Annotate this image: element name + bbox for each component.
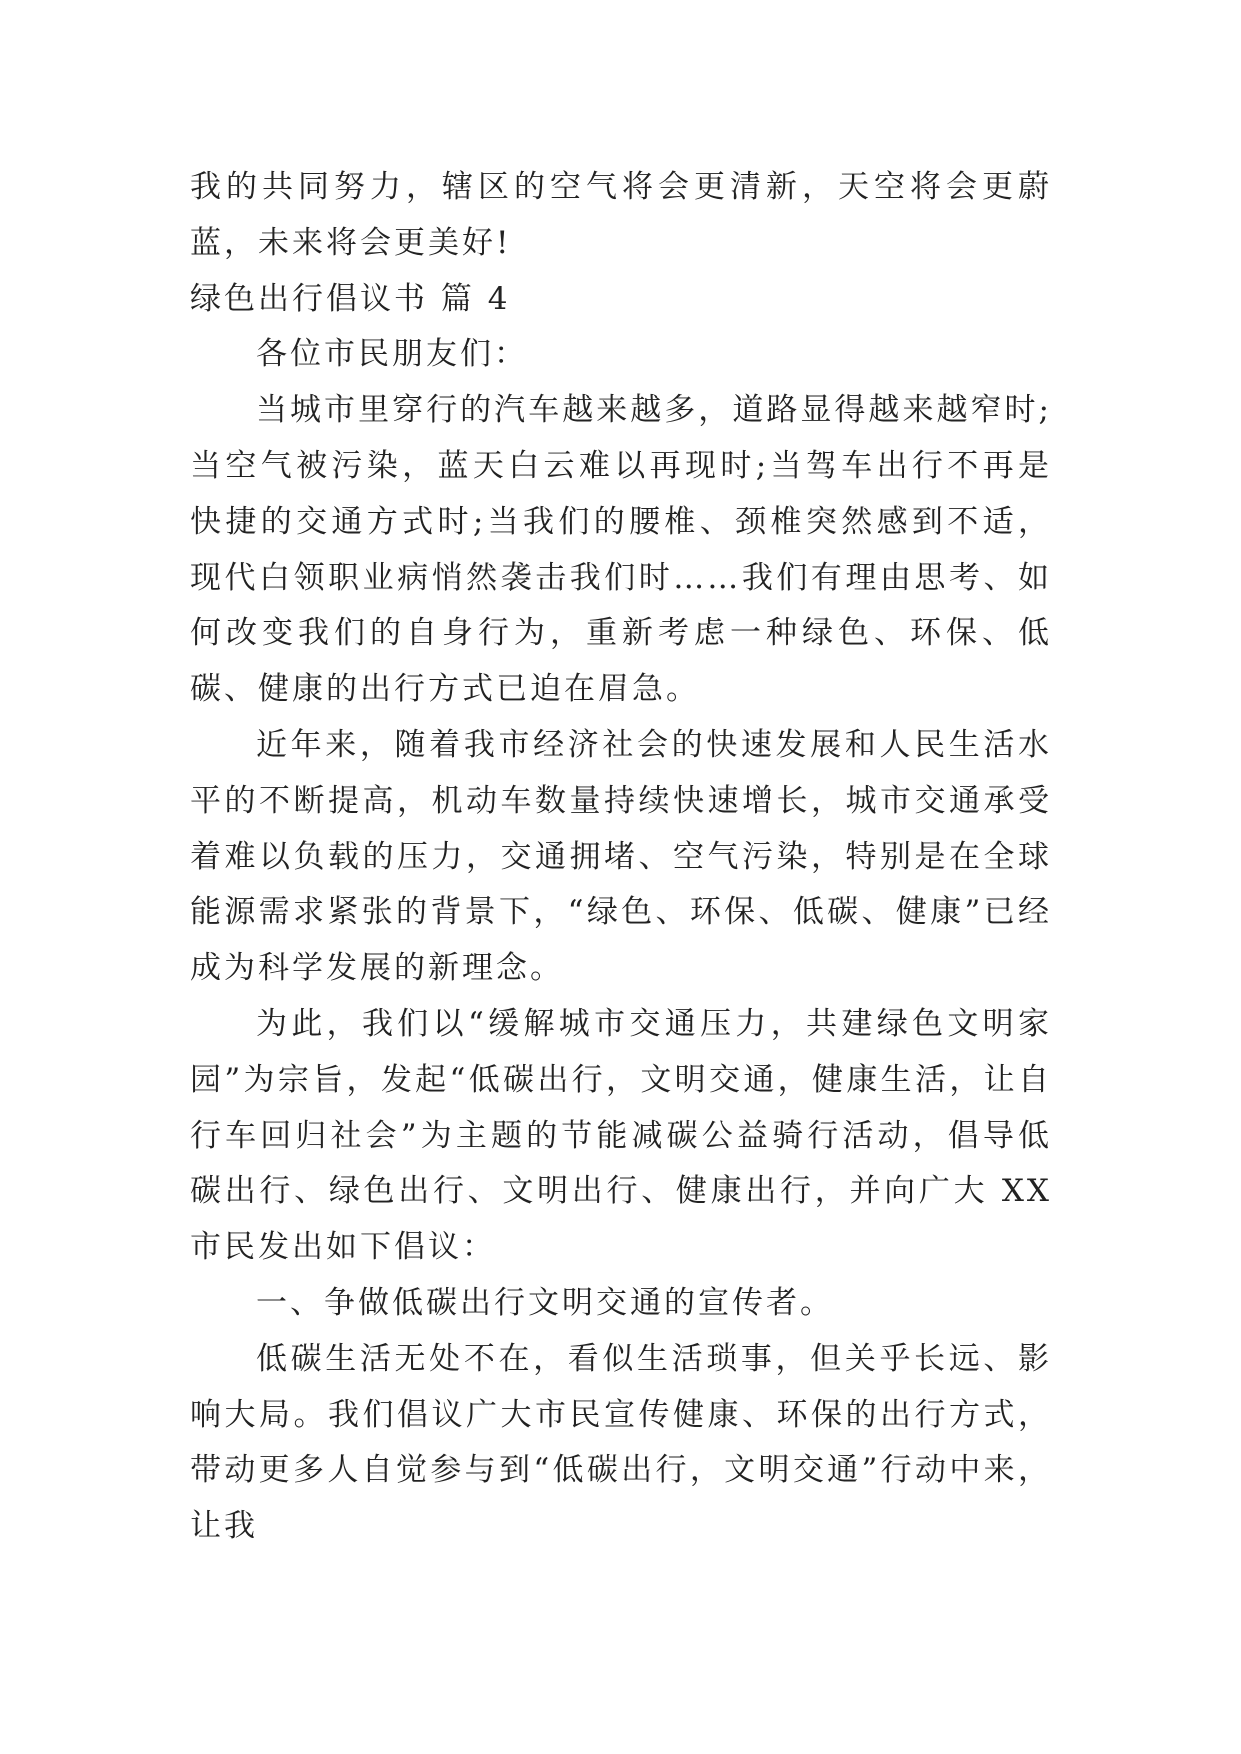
document-body xyxy=(190,160,1052,1555)
body-paragraph: 为此，我们以“缓解城市交通压力，共建绿色文明家园”为宗旨，发起“低碳出行，文明交通，健康生活，让自行车回归社会”为主题的节能减碳公益骑行活动，倡导低碳出行、绿色出行、文明出行、健康出行，并向广大 XX 市民发出如下倡议： xyxy=(190,1005,1052,1266)
body-paragraph: 当城市里穿行的汽车越来越多，道路显得越来越窄时;当空气被污染，蓝天白云难以再现时;当驾车出行不再是快捷的交通方式时;当我们的腰椎、颈椎突然感到不适，现代白领职业病悄然袭击我们时……我们有理由思考、如何改变我们的自身行为，重新考虑一种绿色、环保、低碳、健康的出行方式已迫在眉急。 xyxy=(190,392,1052,708)
continuation-paragraph: 我的共同努力，辖区的空气将会更清新，天空将会更蔚蓝，未来将会更美好! xyxy=(190,169,1052,261)
body-paragraph: 近年来，随着我市经济社会的快速发展和人民生活水平的不断提高，机动车数量持续快速增长，城市交通承受着难以负载的压力，交通拥堵、空气污染，特别是在全球能源需求紧张的背景下，“绿色、环保、低碳、健康”已经成为科学发展的新理念。 xyxy=(190,726,1052,987)
proposal-item-heading: 一、争做低碳出行文明交通的宣传者。 xyxy=(256,1284,834,1321)
salutation: 各位市民朋友们： xyxy=(256,336,528,373)
body-paragraph: 低碳生活无处不在，看似生活琐事，但关乎长远、影响大局。我们倡议广大市民宣传健康、环保的出行方式，带动更多人自觉参与到“低碳出行，文明交通”行动中来，让我 xyxy=(190,1340,1052,1545)
section-heading: 绿色出行倡议书 篇 4 xyxy=(190,280,511,317)
